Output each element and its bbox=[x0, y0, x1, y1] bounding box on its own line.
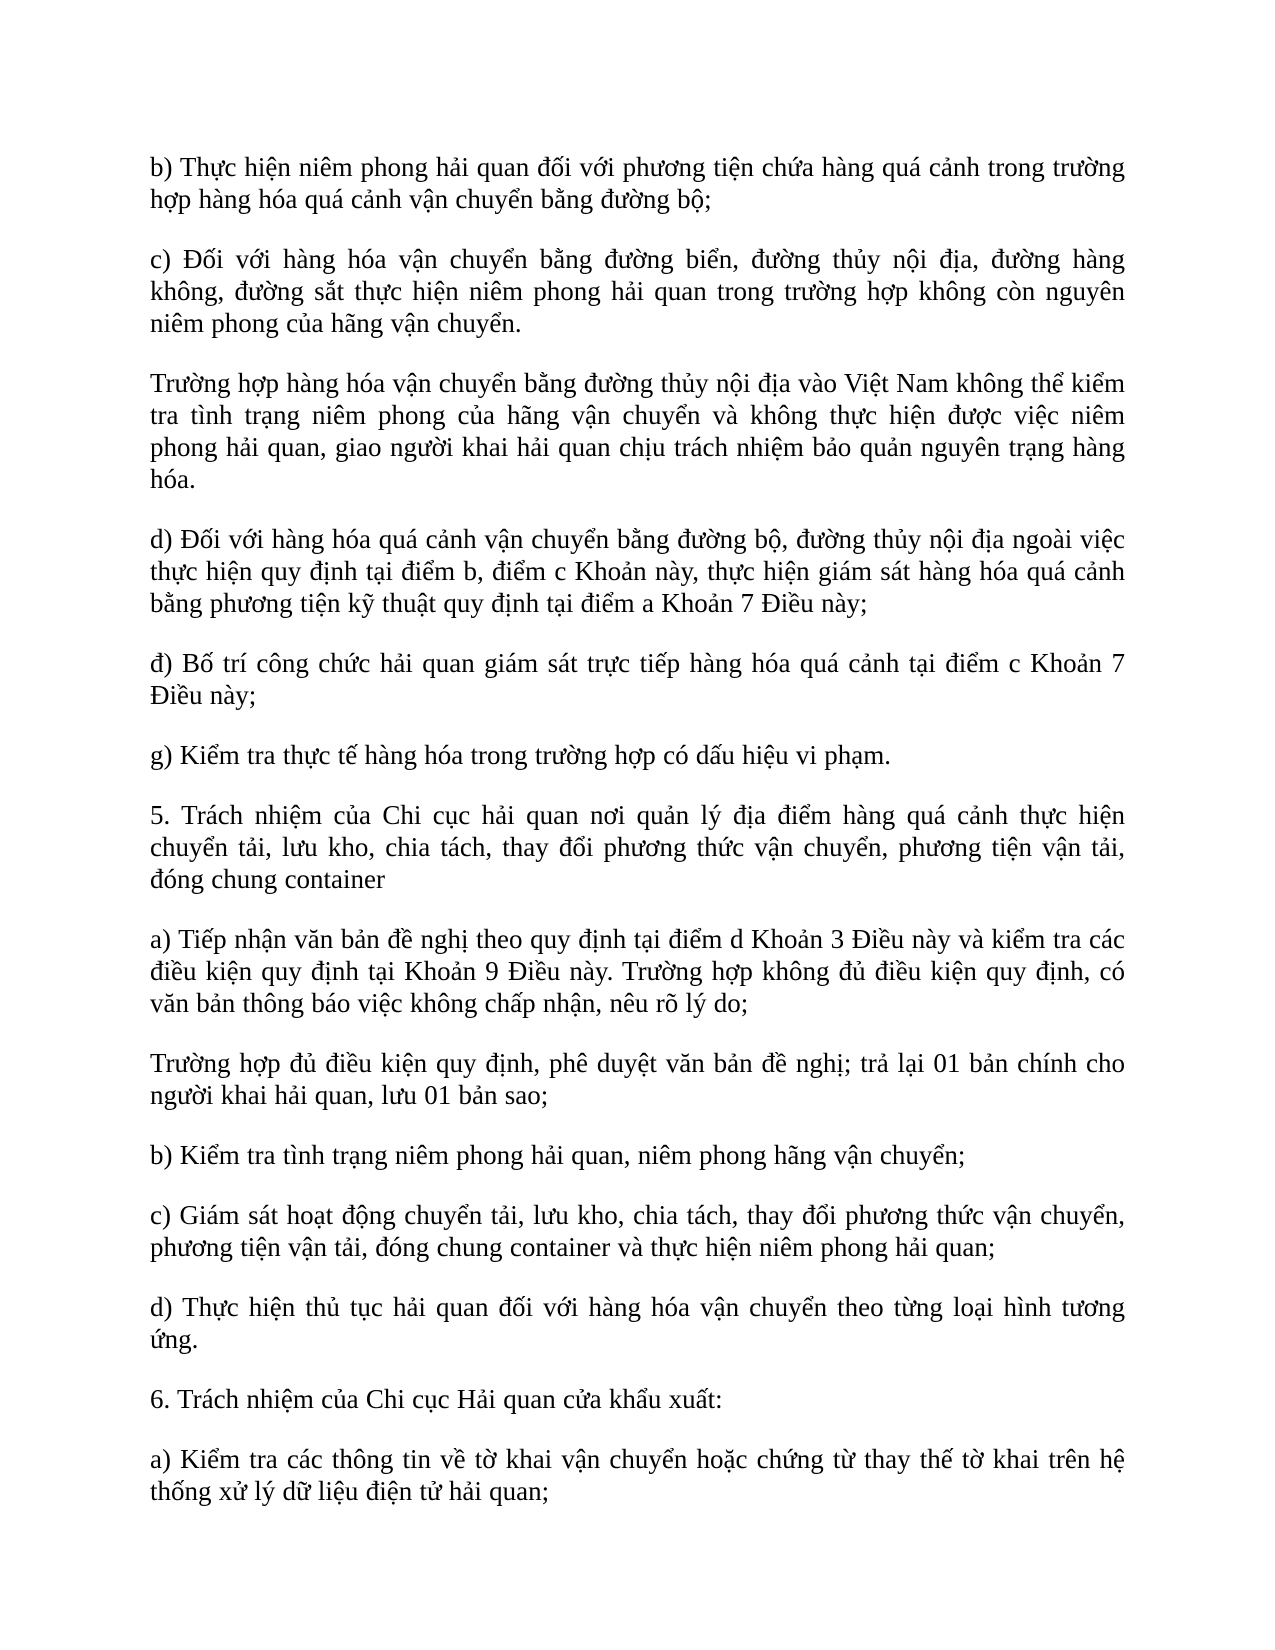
document-body bbox=[150, 151, 1125, 1507]
paragraph: 5. Trách nhiệm của Chi cục hải quan nơi quản lý địa điểm hàng quá cảnh thực hiện chuyển tải, lưu kho, chia tách, thay đổi phương thức vận chuyển, phương tiện vận tải, đóng chung container bbox=[150, 800, 1125, 894]
paragraph: g) Kiểm tra thực tế hàng hóa trong trường hợp có dấu hiệu vi phạm. bbox=[150, 740, 891, 770]
paragraph: d) Đối với hàng hóa quá cảnh vận chuyển bằng đường bộ, đường thủy nội địa ngoài việc thực hiện quy định tại điểm b, điểm c Khoản này, thực hiện giám sát hàng hóa quá cảnh bằng phương tiện kỹ thuật quy định tại điểm a Khoản 7 Điều này; bbox=[150, 524, 1125, 618]
paragraph: đ) Bố trí công chức hải quan giám sát trực tiếp hàng hóa quá cảnh tại điểm c Khoản 7 Điều này; bbox=[150, 648, 1125, 710]
paragraph: c) Giám sát hoạt động chuyển tải, lưu kho, chia tách, thay đổi phương thức vận chuyển, phương tiện vận tải, đóng chung container và thực hiện niêm phong hải quan; bbox=[150, 1200, 1125, 1262]
paragraph: a) Kiểm tra các thông tin về tờ khai vận chuyển hoặc chứng từ thay thế tờ khai trên hệ thống xử lý dữ liệu điện tử hải quan; bbox=[150, 1444, 1125, 1506]
paragraph: d) Thực hiện thủ tục hải quan đối với hàng hóa vận chuyển theo từng loại hình tương ứng. bbox=[150, 1292, 1125, 1354]
paragraph: a) Tiếp nhận văn bản đề nghị theo quy định tại điểm d Khoản 3 Điều này và kiểm tra các điều kiện quy định tại Khoản 9 Điều này. Trường hợp không đủ điều kiện quy định, có văn bản thông báo việc không chấp nhận, nêu rõ lý do; bbox=[150, 924, 1125, 1018]
paragraph: b) Kiểm tra tình trạng niêm phong hải quan, niêm phong hãng vận chuyển; bbox=[150, 1140, 966, 1170]
paragraph: Trường hợp hàng hóa vận chuyển bằng đường thủy nội địa vào Việt Nam không thể kiểm tra tình trạng niêm phong của hãng vận chuyển và không thực hiện được việc niêm phong hải quan, giao người khai hải quan chịu trách nhiệm bảo quản nguyên trạng hàng hóa. bbox=[150, 368, 1125, 494]
paragraph: Trường hợp đủ điều kiện quy định, phê duyệt văn bản đề nghị; trả lại 01 bản chính cho người khai hải quan, lưu 01 bản sao; bbox=[150, 1048, 1125, 1110]
paragraph: 6. Trách nhiệm của Chi cục Hải quan cửa khẩu xuất: bbox=[150, 1384, 723, 1414]
paragraph: b) Thực hiện niêm phong hải quan đối với phương tiện chứa hàng quá cảnh trong trường hợp hàng hóa quá cảnh vận chuyển bằng đường bộ; bbox=[150, 152, 1125, 214]
paragraph: c) Đối với hàng hóa vận chuyển bằng đường biển, đường thủy nội địa, đường hàng không, đường sắt thực hiện niêm phong hải quan trong trường hợp không còn nguyên niêm phong của hãng vận chuyển. bbox=[150, 244, 1125, 338]
